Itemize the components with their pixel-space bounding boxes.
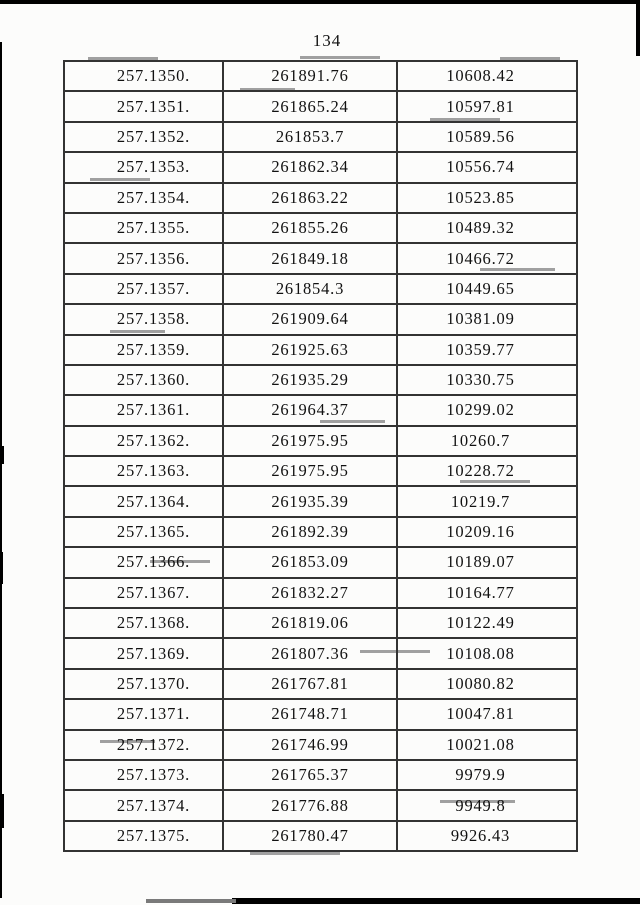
table-row: [64, 608, 577, 638]
table-cell: 10589.56: [397, 122, 577, 152]
table-row: [64, 821, 577, 851]
table-cell: 261807.36: [223, 638, 397, 668]
table-cell: 10047.81: [397, 699, 577, 729]
table-row: [64, 426, 577, 456]
table-cell: 257.1355.: [64, 213, 223, 243]
table-row: [64, 335, 577, 365]
table-cell: 257.1369.: [64, 638, 223, 668]
table-row: [64, 304, 577, 334]
table-cell: 261853.7: [223, 122, 397, 152]
table-cell: 261865.24: [223, 91, 397, 121]
table-cell: 10219.7: [397, 486, 577, 516]
table-cell: 257.1374.: [64, 790, 223, 820]
table-cell: 257.1371.: [64, 699, 223, 729]
table-cell: 261935.29: [223, 365, 397, 395]
table-cell: 10228.72: [397, 456, 577, 486]
table-cell: 257.1350.: [64, 61, 223, 91]
table-cell: 257.1354.: [64, 183, 223, 213]
table-row: [64, 152, 577, 182]
table-cell: 261849.18: [223, 243, 397, 273]
table-cell: 261819.06: [223, 608, 397, 638]
table-cell: 257.1361.: [64, 395, 223, 425]
table-row: [64, 638, 577, 668]
table-cell: 10122.49: [397, 608, 577, 638]
table-row: [64, 243, 577, 273]
table-cell: 257.1364.: [64, 486, 223, 516]
table-row: [64, 547, 577, 577]
table-cell: 257.1366.: [64, 547, 223, 577]
scan-edge-left-blob: [0, 552, 3, 584]
table-row: [64, 91, 577, 121]
table-row: [64, 760, 577, 790]
table-cell: 10330.75: [397, 365, 577, 395]
table-row: [64, 61, 577, 91]
data-table: [63, 60, 578, 852]
table-cell: 10523.85: [397, 183, 577, 213]
table-cell: 10080.82: [397, 669, 577, 699]
table-row: [64, 456, 577, 486]
table-cell: 10108.08: [397, 638, 577, 668]
scan-smudge: [250, 852, 340, 855]
table-cell: 261891.76: [223, 61, 397, 91]
table-cell: 261964.37: [223, 395, 397, 425]
table-row: [64, 517, 577, 547]
table-cell: 257.1359.: [64, 335, 223, 365]
table-cell: 10597.81: [397, 91, 577, 121]
table-cell: 257.1352.: [64, 122, 223, 152]
table-cell: 9926.43: [397, 821, 577, 851]
scan-smudge: [300, 56, 380, 59]
table-cell: 261780.47: [223, 821, 397, 851]
table-cell: 261746.99: [223, 730, 397, 760]
table-cell: 261853.09: [223, 547, 397, 577]
table-cell: 257.1356.: [64, 243, 223, 273]
table-cell: 10381.09: [397, 304, 577, 334]
table-row: [64, 699, 577, 729]
table-cell: 10299.02: [397, 395, 577, 425]
scan-edge-left-line: [0, 42, 2, 898]
table-cell: 261909.64: [223, 304, 397, 334]
table-cell: 10021.08: [397, 730, 577, 760]
scan-edge-left-blob: [0, 794, 4, 828]
table-cell: 257.1351.: [64, 91, 223, 121]
table-cell: 10209.16: [397, 517, 577, 547]
table-cell: 261776.88: [223, 790, 397, 820]
table-cell: 10466.72: [397, 243, 577, 273]
page-number: 134: [312, 31, 342, 50]
table-cell: 257.1375.: [64, 821, 223, 851]
scan-edge-bottom-bar: [232, 898, 640, 904]
scan-edge-left-blob: [0, 446, 4, 464]
table-cell: 10359.77: [397, 335, 577, 365]
table-cell: 257.1353.: [64, 152, 223, 182]
table-row: [64, 183, 577, 213]
table-cell: 10189.07: [397, 547, 577, 577]
table-cell: 261863.22: [223, 183, 397, 213]
table-cell: 10449.65: [397, 274, 577, 304]
table-cell: 10260.7: [397, 426, 577, 456]
table-cell: 261767.81: [223, 669, 397, 699]
table-row: [64, 730, 577, 760]
table-cell: 10489.32: [397, 213, 577, 243]
table-cell: 261892.39: [223, 517, 397, 547]
scan-edge-top-bar: [0, 0, 640, 4]
table-row: [64, 122, 577, 152]
table-row: [64, 669, 577, 699]
table-cell: 10556.74: [397, 152, 577, 182]
table-cell: 257.1367.: [64, 578, 223, 608]
table-cell: 261862.34: [223, 152, 397, 182]
scan-edge-bottom-bar: [146, 899, 236, 903]
table-row: [64, 790, 577, 820]
table-cell: 261765.37: [223, 760, 397, 790]
table-cell: 257.1368.: [64, 608, 223, 638]
table-cell: 257.1372.: [64, 730, 223, 760]
table-cell: 261975.95: [223, 426, 397, 456]
table-row: [64, 578, 577, 608]
table-cell: 261854.3: [223, 274, 397, 304]
table-cell: 261975.95: [223, 456, 397, 486]
table-cell: 257.1362.: [64, 426, 223, 456]
table-cell: 10164.77: [397, 578, 577, 608]
table-row: [64, 486, 577, 516]
table-row: [64, 274, 577, 304]
table-cell: 257.1365.: [64, 517, 223, 547]
table-cell: 261935.39: [223, 486, 397, 516]
table-cell: 257.1357.: [64, 274, 223, 304]
table-cell: 9979.9: [397, 760, 577, 790]
table-cell: 9949.8: [397, 790, 577, 820]
table-cell: 261832.27: [223, 578, 397, 608]
table-cell: 257.1373.: [64, 760, 223, 790]
table-cell: 257.1370.: [64, 669, 223, 699]
table-row: [64, 395, 577, 425]
table-row: [64, 213, 577, 243]
table-row: [64, 365, 577, 395]
table-cell: 257.1363.: [64, 456, 223, 486]
table-cell: 10608.42: [397, 61, 577, 91]
table-cell: 257.1358.: [64, 304, 223, 334]
table-cell: 261855.26: [223, 213, 397, 243]
table-cell: 257.1360.: [64, 365, 223, 395]
table-cell: 261925.63: [223, 335, 397, 365]
table-body: [64, 61, 577, 851]
table-cell: 261748.71: [223, 699, 397, 729]
